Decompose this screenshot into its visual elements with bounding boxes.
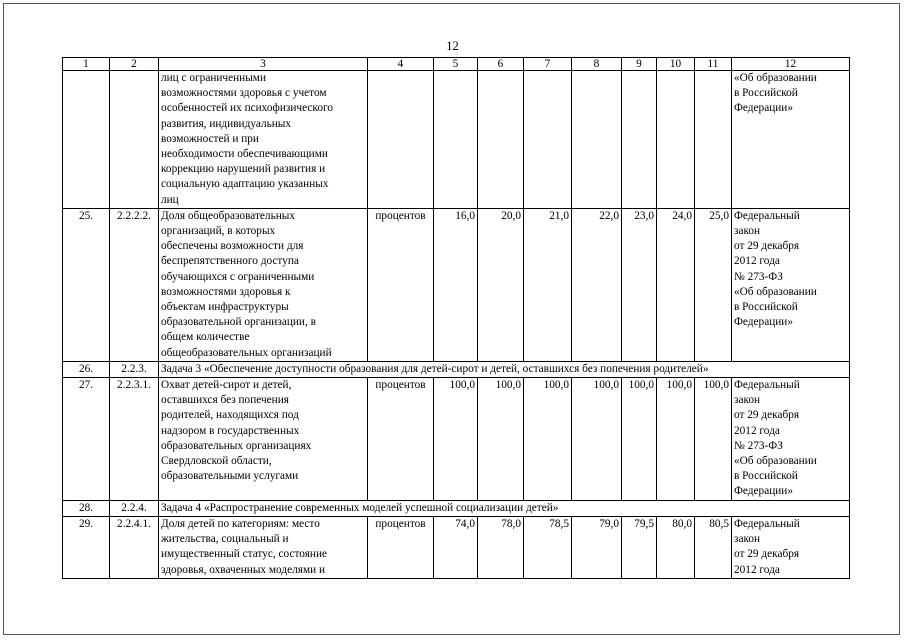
value-cell: 100,0 xyxy=(572,378,622,501)
value-cell: 79,0 xyxy=(572,516,622,578)
value-cell: 100,0 xyxy=(695,378,732,501)
text-line: общем количестве xyxy=(161,331,250,344)
text-line: Федеральный xyxy=(734,517,800,530)
text-line: № 273-ФЗ xyxy=(734,270,783,283)
value-cell: 74,0 xyxy=(434,516,478,578)
value-cell: 25,0 xyxy=(695,208,732,361)
value-cell: 100,0 xyxy=(622,378,657,501)
column-header: 5 xyxy=(434,58,478,71)
text-line: обеспечены возможности для xyxy=(161,240,304,253)
page-number: 12 xyxy=(446,39,459,53)
text-line: в Российской xyxy=(734,87,798,100)
row-number: 25. xyxy=(63,208,110,361)
text-line: № 273-ФЗ xyxy=(734,439,783,452)
text-line: от 29 декабря xyxy=(734,240,800,253)
text-line: закон xyxy=(734,225,761,238)
text-line: Свердловской области, xyxy=(161,455,272,468)
row-code: 2.2.4. xyxy=(110,500,159,516)
unit-cell: процентов xyxy=(368,378,434,501)
value-cell xyxy=(572,71,622,209)
text-line: возможностей и при xyxy=(161,132,259,145)
text-line: 2012 года xyxy=(734,424,780,437)
value-cell xyxy=(434,71,478,209)
table-row xyxy=(63,361,850,377)
text-line: Федеральный xyxy=(734,209,800,222)
row-code: 2.2.3. xyxy=(110,361,159,377)
value-cell: 80,0 xyxy=(657,516,695,578)
value-cell: 21,0 xyxy=(524,208,572,361)
value-cell xyxy=(657,71,695,209)
text-line: особенностей их психофизического xyxy=(161,102,333,115)
text-line: 2012 года xyxy=(734,563,780,576)
source-cell xyxy=(732,208,850,361)
table-row xyxy=(63,208,850,361)
column-header: 1 xyxy=(63,58,110,71)
text-line: от 29 декабря xyxy=(734,409,800,422)
text-line: от 29 декабря xyxy=(734,548,800,561)
value-cell: 79,5 xyxy=(622,516,657,578)
column-header: 8 xyxy=(572,58,622,71)
column-header: 6 xyxy=(478,58,524,71)
source-cell xyxy=(732,71,850,209)
text-line: родителей, находящихся под xyxy=(161,409,299,422)
column-header: 10 xyxy=(657,58,695,71)
text-line: обучающихся с ограниченными xyxy=(161,270,315,283)
text-line: закон xyxy=(734,394,761,407)
task-title: Задача 4 «Распространение современных моделей успешной социализации детей» xyxy=(159,500,850,516)
text-line: «Об образовании xyxy=(734,72,817,84)
column-header: 9 xyxy=(622,58,657,71)
value-cell: 78,5 xyxy=(524,516,572,578)
text-line: имущественный статус, состояние xyxy=(161,548,328,561)
text-line: здоровья, охваченных моделями и xyxy=(161,563,326,576)
row-code: 2.2.4.1. xyxy=(110,516,159,578)
indicator-name xyxy=(159,378,368,501)
unit-cell: процентов xyxy=(368,516,434,578)
row-code xyxy=(110,71,159,209)
column-header: 3 xyxy=(159,58,368,71)
column-header: 7 xyxy=(524,58,572,71)
text-line: Федерации» xyxy=(734,102,793,115)
value-cell: 80,5 xyxy=(695,516,732,578)
text-line: лиц с ограниченными xyxy=(161,72,266,84)
row-number xyxy=(63,71,110,209)
text-line: возможностями здоровья к xyxy=(161,285,291,298)
row-code: 2.2.2.2. xyxy=(110,208,159,361)
text-line: Федеральный xyxy=(734,379,800,392)
text-line: организаций, в которых xyxy=(161,225,276,238)
text-line: образовательными услугами xyxy=(161,470,299,483)
text-line: 2012 года xyxy=(734,255,780,268)
table-row xyxy=(63,500,850,516)
text-line: надзором в государственных xyxy=(161,424,300,437)
indicator-name xyxy=(159,208,368,361)
text-line: в Российской xyxy=(734,470,798,483)
value-cell: 100,0 xyxy=(478,378,524,501)
text-line: образовательных организациях xyxy=(161,439,312,452)
text-line: лиц xyxy=(161,193,179,206)
unit-cell xyxy=(368,71,434,209)
table-row xyxy=(63,378,850,501)
column-header: 2 xyxy=(110,58,159,71)
text-line: необходимости обеспечивающими xyxy=(161,148,328,161)
column-header: 11 xyxy=(695,58,732,71)
value-cell: 20,0 xyxy=(478,208,524,361)
value-cell: 22,0 xyxy=(572,208,622,361)
table-row xyxy=(63,516,850,578)
header-row xyxy=(63,58,850,71)
text-line: объектам инфраструктуры xyxy=(161,301,289,314)
text-line: образовательной организации, в xyxy=(161,316,316,329)
text-line: в Российской xyxy=(734,301,798,314)
row-number: 29. xyxy=(63,516,110,578)
value-cell: 16,0 xyxy=(434,208,478,361)
text-line: возможностями здоровья с учетом xyxy=(161,87,327,100)
source-cell xyxy=(732,516,850,578)
value-cell xyxy=(478,71,524,209)
source-cell xyxy=(732,378,850,501)
row-number: 27. xyxy=(63,378,110,501)
text-line: «Об образовании xyxy=(734,455,817,468)
value-cell: 100,0 xyxy=(657,378,695,501)
value-cell: 24,0 xyxy=(657,208,695,361)
row-number: 28. xyxy=(63,500,110,516)
table-row xyxy=(63,71,850,209)
value-cell: 23,0 xyxy=(622,208,657,361)
value-cell xyxy=(622,71,657,209)
text-line: социальную адаптацию указанных xyxy=(161,178,329,191)
text-line: Охват детей-сирот и детей, xyxy=(161,379,292,392)
task-title: Задача 3 «Обеспечение доступности образования для детей-сирот и детей, оставшихся без попечения родителей» xyxy=(159,361,850,377)
indicator-name xyxy=(159,516,368,578)
row-code: 2.2.3.1. xyxy=(110,378,159,501)
indicators-table xyxy=(62,57,850,579)
value-cell xyxy=(524,71,572,209)
indicator-name xyxy=(159,71,368,209)
text-line: оставшихся без попечения xyxy=(161,394,289,407)
text-line: жительства, социальный и xyxy=(161,533,289,546)
text-line: Федерации» xyxy=(734,316,793,329)
column-header: 4 xyxy=(368,58,434,71)
row-number: 26. xyxy=(63,361,110,377)
text-line: Доля общеобразовательных xyxy=(161,209,296,222)
text-line: Доля детей по категориям: место xyxy=(161,517,320,530)
text-line: беспрепятственного доступа xyxy=(161,255,299,268)
text-line: развития, индивидуальных xyxy=(161,117,292,130)
text-line: закон xyxy=(734,533,761,546)
text-line: общеобразовательных организаций xyxy=(161,346,332,359)
text-line: Федерации» xyxy=(734,485,793,498)
text-line: коррекцию нарушений развития и xyxy=(161,163,326,176)
value-cell xyxy=(695,71,732,209)
text-line: «Об образовании xyxy=(734,285,817,298)
value-cell: 100,0 xyxy=(434,378,478,501)
value-cell: 100,0 xyxy=(524,378,572,501)
unit-cell: процентов xyxy=(368,208,434,361)
column-header: 12 xyxy=(732,58,850,71)
value-cell: 78,0 xyxy=(478,516,524,578)
